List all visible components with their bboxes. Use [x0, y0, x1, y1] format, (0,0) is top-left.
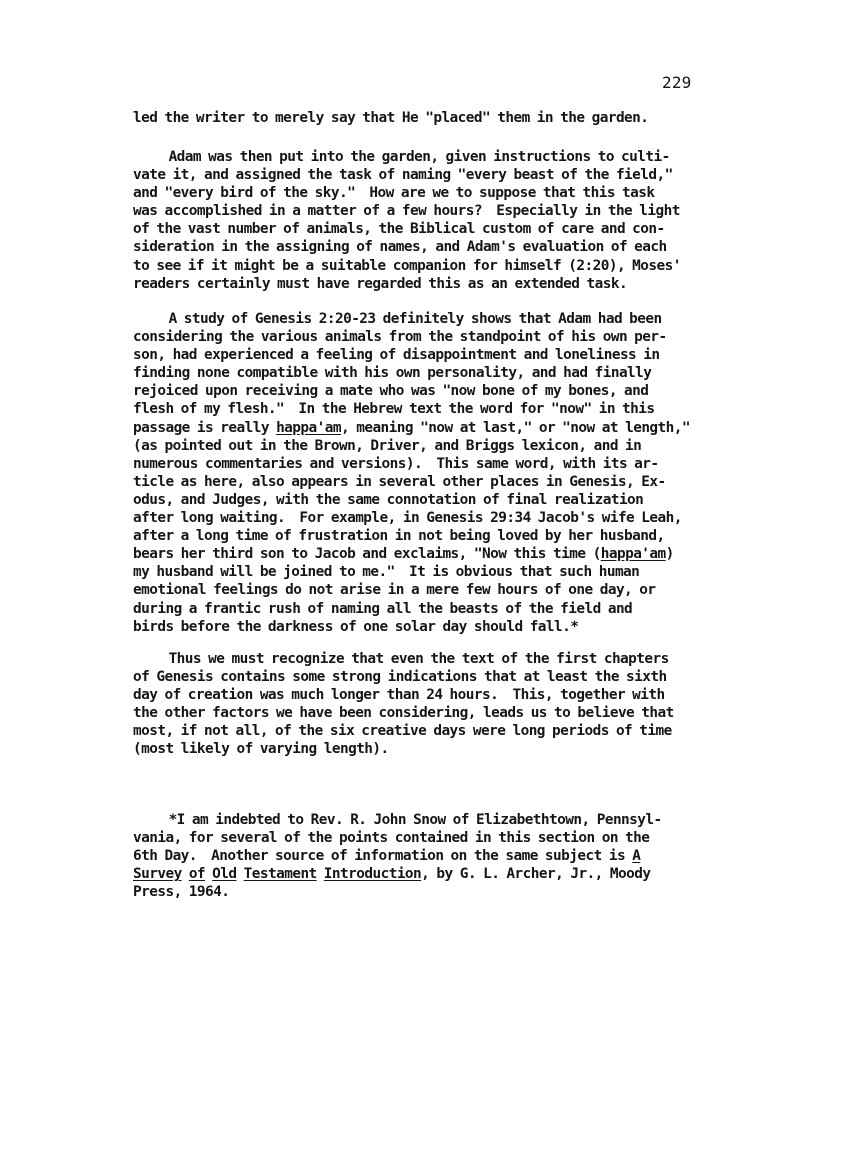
- text-line: led the writer to merely say that He "placed" them in the garden.: [133, 110, 649, 126]
- paragraph-genesis-study: [133, 310, 723, 636]
- text-line: of Genesis contains some strong indications that at least the sixth: [133, 669, 667, 686]
- page-number: 229: [662, 73, 692, 92]
- book-title-underlined: Old: [212, 866, 237, 883]
- text-line: numerous commentaries and versions). This same word, with its ar-: [133, 455, 659, 472]
- text-line: vate it, and assigned the task of naming "every beast of the field,": [133, 167, 673, 184]
- text-line: son, had experienced a feeling of disappointment and loneliness in: [133, 347, 660, 364]
- text-line: ticle as here, also appears in several other places in Genesis, Ex-: [133, 473, 666, 490]
- text-line: Thus we must recognize that even the text of the first chapters: [133, 651, 669, 667]
- footnote-line: [133, 847, 723, 865]
- footnote-space: [317, 866, 324, 882]
- text-line: readers certainly must have regarded this as an extended task.: [133, 275, 628, 292]
- text-line: emotional feelings do not arise in a mere few hours of one day, or: [133, 582, 656, 599]
- text-line: most, if not all, of the six creative days were long periods of time: [133, 723, 672, 740]
- hebrew-word-underlined: happa'am: [600, 546, 666, 563]
- line-text: bears her third son to Jacob and exclaims, "Now this time (: [133, 546, 601, 563]
- hebrew-word-underlined: happa'am: [276, 419, 341, 436]
- text-line: the other factors we have been considering, leads us to believe that: [133, 705, 674, 722]
- text-line: after a long time of frustration in not being loved by her husband,: [133, 528, 665, 545]
- text-line: odus, and Judges, with the same connotation of final realization: [133, 491, 644, 508]
- book-title-underlined: Survey: [133, 866, 182, 883]
- text-line: considering the various animals from the standpoint of his own per-: [133, 329, 667, 346]
- line-text: ): [665, 546, 674, 563]
- book-title-underlined: A: [632, 848, 641, 865]
- paragraph-continuation: [133, 109, 723, 127]
- text-line: A study of Genesis 2:20-23 definitely shows that Adam had been: [133, 311, 662, 327]
- footnote-text: , by G. L. Archer, Jr., Moody: [421, 866, 651, 883]
- footnote-space: [237, 866, 244, 882]
- text-line: Adam was then put into the garden, given instructions to culti-: [133, 149, 670, 165]
- text-line: my husband will be joined to me." It is obvious that such human: [133, 564, 640, 581]
- text-line: to see if it might be a suitable companion for himself (2:20), Moses': [133, 257, 681, 274]
- text-line: [133, 419, 723, 437]
- paragraph-conclusion: [133, 650, 723, 759]
- text-line: (most likely of varying length).: [133, 741, 389, 758]
- text-line: rejoiced upon receiving a mate who was "now bone of my bones, and: [133, 383, 649, 400]
- paragraph-naming-task: [133, 148, 723, 293]
- text-line: day of creation was much longer than 24 hours. This, together with: [133, 687, 665, 704]
- footnote-line: *I am indebted to Rev. R. John Snow of Elizabethtown, Pennsyl-: [133, 812, 662, 828]
- text-line: birds before the darkness of one solar day should fall.*: [133, 618, 579, 635]
- footnote-text: 6th Day. Another source of information on the same subject is: [133, 848, 633, 865]
- text-line: (as pointed out in the Brown, Driver, and Briggs lexicon, and in: [133, 437, 642, 454]
- text-line: sideration in the assigning of names, and Adam's evaluation of each: [133, 239, 667, 256]
- text-line: and "every bird of the sky." How are we to suppose that this task: [133, 185, 655, 202]
- text-line: [133, 545, 723, 563]
- book-title-underlined: Testament: [243, 866, 317, 883]
- line-text: , meaning "now at last," or "now at length,": [340, 419, 690, 436]
- footnote-space: [182, 866, 189, 882]
- text-line: of the vast number of animals, the Biblical custom of care and con-: [133, 221, 665, 238]
- text-line: during a frantic rush of naming all the beasts of the field and: [133, 600, 633, 617]
- footnote-line: [133, 865, 723, 883]
- book-title-underlined: of: [188, 866, 206, 883]
- text-line: finding none compatible with his own personality, and had finally: [133, 365, 652, 382]
- footnote: [133, 811, 723, 901]
- book-title-underlined: Introduction: [323, 866, 422, 883]
- text-line: after long waiting. For example, in Genesis 29:34 Jacob's wife Leah,: [133, 510, 682, 527]
- footnote-line: Press, 1964.: [133, 884, 230, 901]
- text-line: was accomplished in a matter of a few hours? Especially in the light: [133, 203, 680, 220]
- footnote-line: vania, for several of the points contained in this section on the: [133, 830, 650, 847]
- text-line: flesh of my flesh." In the Hebrew text the word for "now" in this: [133, 401, 655, 418]
- line-text: passage is really: [133, 419, 277, 436]
